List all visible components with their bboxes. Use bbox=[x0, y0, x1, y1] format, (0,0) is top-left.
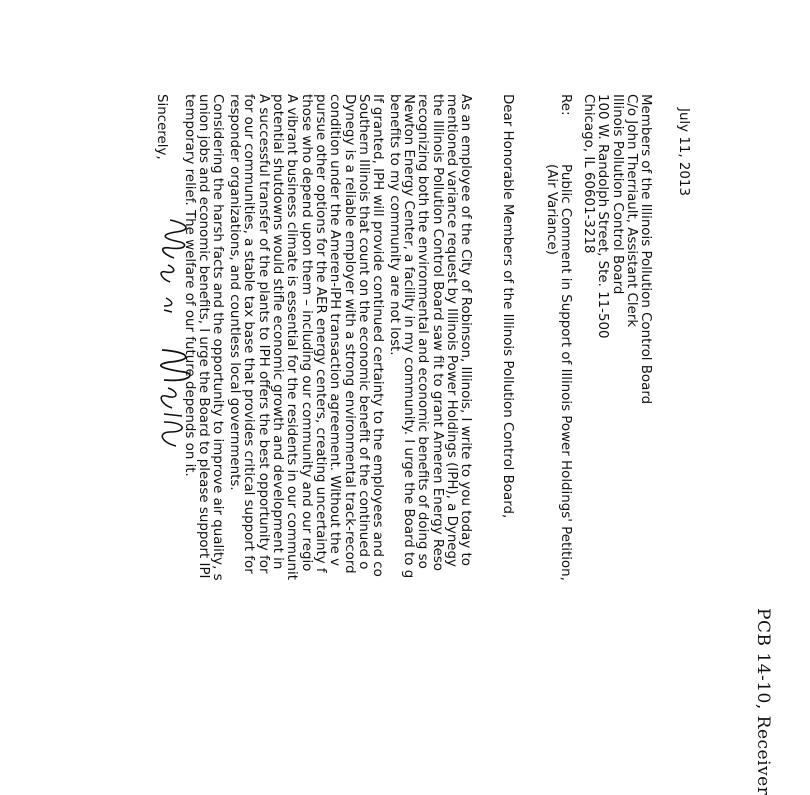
text-line: responder organizations, and countless local governments. bbox=[227, 94, 243, 491]
recipient-address bbox=[581, 94, 652, 404]
docket-stamp: PCB 14-10, Receiver bbox=[753, 608, 773, 795]
text-line: Southern Illinois that count on the economic benefit of the continued o bbox=[355, 94, 371, 570]
text-line: temporary relief. The welfare of our future depends on it. bbox=[181, 94, 197, 477]
letter-date: July 11, 2013 bbox=[676, 108, 691, 196]
salutation: Dear Honorable Members of the Illinois Pollution Control Board, bbox=[500, 94, 515, 519]
text-line: As an employee of the City of Robinson, Illinois, I write to you today to bbox=[458, 94, 473, 566]
address-line: C/o John Therriault, Assistant Clerk bbox=[623, 94, 639, 328]
text-line: recognizing both the environmental and economic benefits of doing so bbox=[415, 94, 431, 569]
text-line: pursue other options for the AER energy centers, creating uncertainty f bbox=[313, 94, 329, 573]
letter-body bbox=[150, 88, 810, 795]
subject-text bbox=[544, 164, 572, 581]
paragraph-2 bbox=[299, 94, 384, 577]
text-line: condition under the Ameren-IPH transaction agreement. Without the v bbox=[327, 94, 343, 567]
subject-label: Re: bbox=[558, 94, 573, 116]
text-line: those who depend upon them – including our community and our regio bbox=[299, 94, 315, 572]
paragraph-1 bbox=[387, 94, 472, 578]
text-line: potential shutdowns would stifle economic growth and development in bbox=[269, 94, 285, 570]
address-line: 100 W. Randolph Street, Ste. 11-500 bbox=[595, 94, 611, 339]
text-line: mentioned variance request by Illinois Power Holdings (IPH), a Dynegy bbox=[443, 94, 459, 567]
text-line: If granted, IPH will provide continued certainty to the employees and co bbox=[370, 94, 385, 577]
text-line: the Illinois Pollution Control Board saw fit to grant Ameren Energy Reso bbox=[429, 94, 445, 571]
subject-line: Public Comment in Support of Illinois Power Holdings' Petition, bbox=[558, 164, 573, 581]
closing: Sincerely, bbox=[154, 94, 169, 160]
text-line: Newton Energy Center, a facility in my community. I urge the Board to g bbox=[401, 94, 417, 579]
address-line: Illinois Pollution Control Board bbox=[609, 94, 625, 295]
text-line: Dynegy is a reliable employer with a strong environmental track-record bbox=[341, 94, 357, 574]
handwritten-signature bbox=[140, 210, 210, 460]
text-line: benefits to my community are not lost. bbox=[387, 94, 403, 356]
paragraph-3 bbox=[227, 94, 298, 580]
subject-line: (Air Variance) bbox=[543, 164, 559, 255]
text-line: for our communities, a stable tax base that provides critical support for bbox=[241, 94, 257, 574]
text-line: A successful transfer of the plants to IPH offers the best opportunity for bbox=[255, 94, 271, 574]
text-line: Considering the harsh facts and the opportunity to improve air quality, s bbox=[210, 94, 225, 581]
text-line: A vibrant business climate is essential for the residents in our communit bbox=[284, 94, 299, 580]
text-line: union jobs and economic benefits, I urge the Board to please support IPI bbox=[195, 94, 211, 579]
address-line: Chicago, IL 60601-3218 bbox=[581, 94, 597, 254]
address-line: Members of the Illinois Pollution Control Board bbox=[638, 94, 653, 405]
